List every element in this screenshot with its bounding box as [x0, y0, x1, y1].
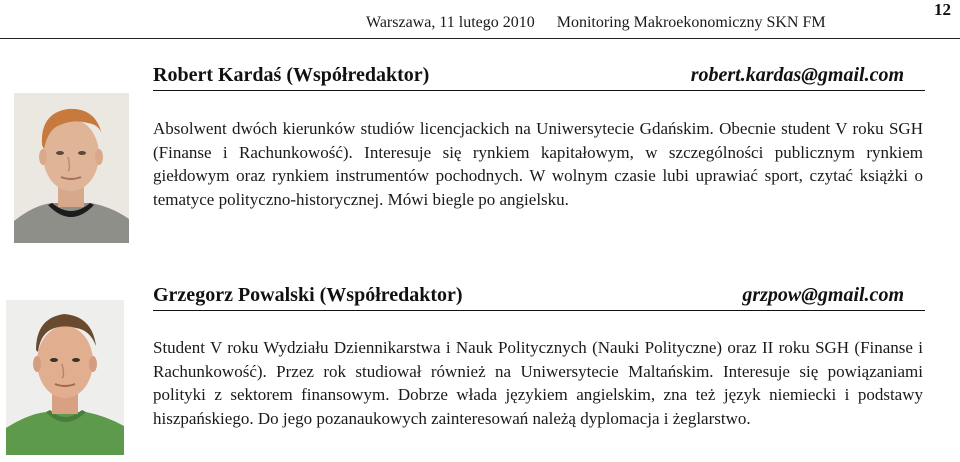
author-email: grzpow@gmail.com	[742, 284, 904, 306]
author-name: Robert Kardaś (Współredaktor)	[153, 64, 430, 86]
header-publication: Monitoring Makroekonomiczny SKN FM	[556, 14, 826, 31]
author-email: robert.kardas@gmail.com	[690, 64, 904, 86]
header-rule	[0, 38, 960, 39]
author-heading-powalski	[153, 284, 925, 311]
running-header	[366, 14, 826, 32]
author-photo-powalski	[6, 300, 124, 455]
author-name: Grzegorz Powalski (Współredaktor)	[153, 284, 463, 306]
author-bio: Student V roku Wydziału Dziennikarstwa i Nauk Politycznych (Nauki Polityczne) oraz II roku SGH (Finanse i Rachunkowość). Przez rok studiował również na Uniwersytecie Maltańskim. Interesuje się powiązaniami polityki z sektorem finansowym. Dobrze włada językiem angielskim, zna też język niemiecki i podstawy hiszpańskiego. Do jego pozanaukowych zainteresowań należą dyplomacja i żeglarstwo.	[153, 338, 923, 428]
author-photo-kardas	[14, 93, 129, 243]
author-bio: Absolwent dwóch kierunków studiów licencjackich na Uniwersytecie Gdańskim. Obecnie student V roku SGH (Finanse i Rachunkowość). Interesuje się rynkiem kapitałowym, w szczególności publicznym rynkiem giełdowym oraz rynkiem instrumentów pochodnych. W wolnym czasie lubi uprawiać sport, czytać książki o tematyce polityczno-historycznej. Mówi biegle po angielsku.	[153, 119, 923, 209]
author-heading-kardas	[153, 64, 925, 91]
page-number: 12	[934, 0, 951, 19]
header-place-date: Warszawa, 11 lutego 2010	[366, 14, 535, 31]
